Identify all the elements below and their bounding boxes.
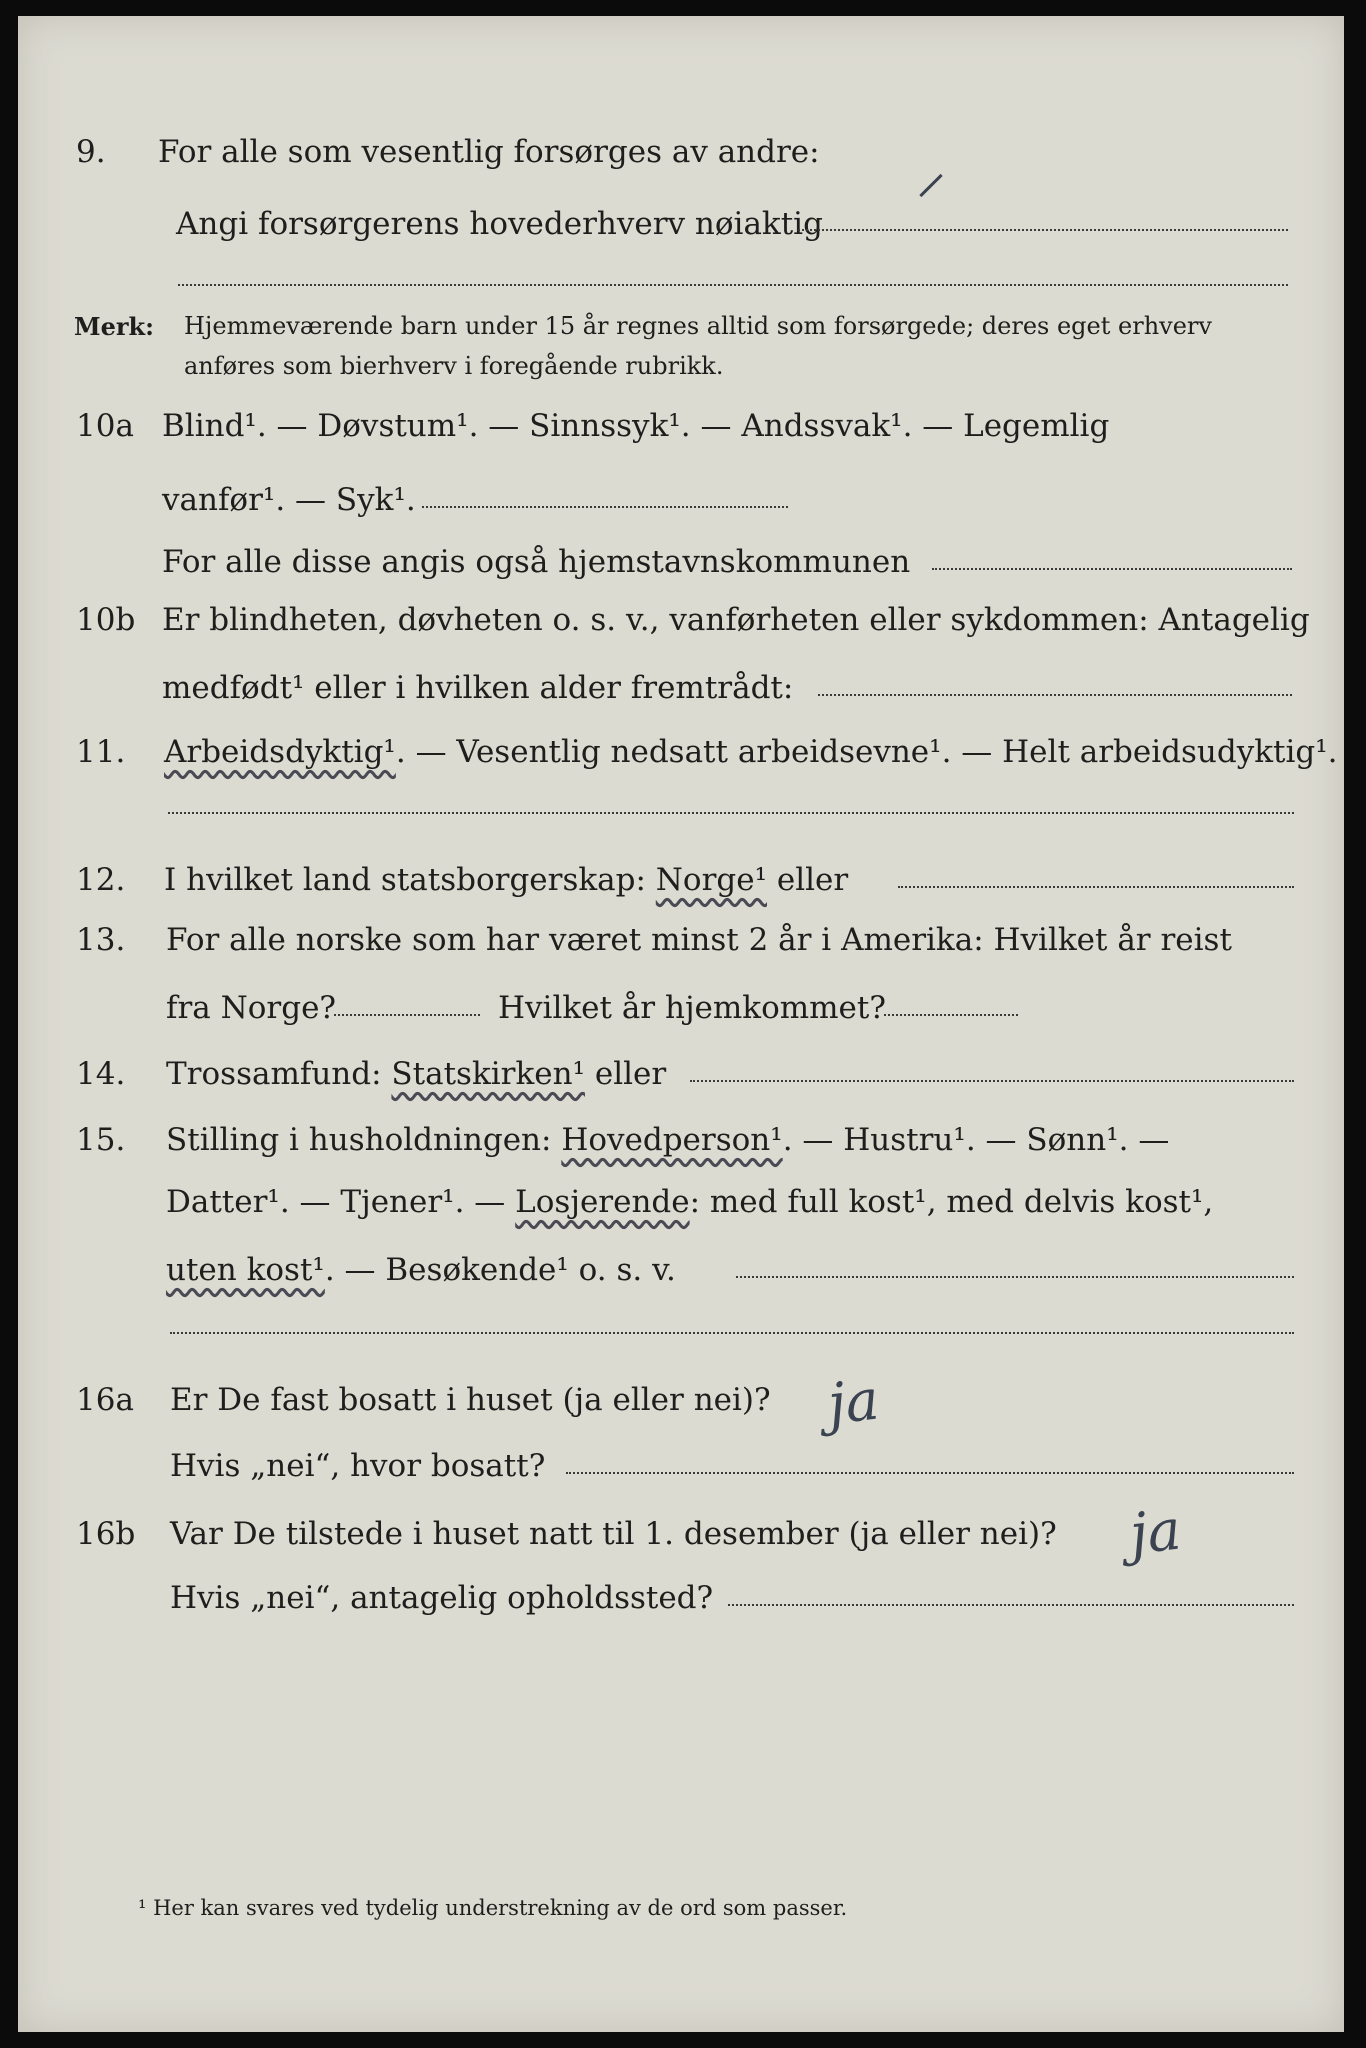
q15-text bbox=[166, 1122, 1169, 1158]
q10b-answer-line[interactable] bbox=[818, 694, 1292, 696]
q14-option-statskirken[interactable]: Statskirken¹ bbox=[391, 1056, 585, 1092]
merk-text: Hjemmeværende barn under 15 år regnes alltid som forsørgede; deres eget erhverv bbox=[184, 312, 1212, 340]
q10a-text-3: For alle disse angis også hjemstavnskommunen bbox=[162, 544, 911, 580]
q16b-text-2: Hvis „nei“, antagelig opholdssted? bbox=[170, 1580, 714, 1616]
q16b-handwritten-answer: ja bbox=[1126, 1497, 1185, 1568]
q12-option-norge[interactable]: Norge¹ bbox=[655, 862, 768, 898]
q12-answer-line[interactable] bbox=[898, 886, 1294, 888]
q10a-text: Blind¹. — Døvstum¹. — Sinnssyk¹. — Andssvak¹. — Legemlig bbox=[162, 408, 1110, 444]
q16a-text-2: Hvis „nei“, hvor bosatt? bbox=[170, 1448, 546, 1484]
q12-post: eller bbox=[767, 862, 849, 898]
q15-option-uten-kost[interactable]: uten kost¹ bbox=[166, 1252, 325, 1288]
q13-text-2a: fra Norge? bbox=[166, 990, 337, 1026]
q16a-handwritten-answer: ja bbox=[824, 1367, 883, 1438]
q15-pre: Stilling i husholdningen: bbox=[166, 1122, 562, 1158]
q14-post: eller bbox=[585, 1056, 667, 1092]
q13-text: For alle norske som har været minst 2 år i Amerika: Hvilket år reist bbox=[166, 922, 1232, 958]
q10a-answer-line[interactable] bbox=[422, 506, 788, 508]
q10a-number: 10a bbox=[76, 408, 134, 444]
q15-answer-line-2[interactable] bbox=[170, 1332, 1294, 1334]
q13-text-2b: Hvilket år hjemkommet? bbox=[498, 990, 886, 1026]
q16b-number: 16b bbox=[76, 1516, 136, 1552]
q10b-text: Er blindheten, døvheten o. s. v., vanførheten eller sykdommen: Antagelig bbox=[162, 602, 1310, 638]
q10a-text-2: vanfør¹. — Syk¹. bbox=[162, 482, 416, 518]
merk-text-2: anføres som bierhverv i foregående rubrikk. bbox=[184, 352, 724, 380]
q14-answer-line[interactable] bbox=[690, 1080, 1294, 1082]
q11-option-arbeidsdyktig[interactable]: Arbeidsdyktig¹ bbox=[164, 734, 396, 770]
q15-rest-1: . — Hustru¹. — Sønn¹. — bbox=[782, 1122, 1170, 1158]
q9-answer-line[interactable] bbox=[798, 229, 1288, 231]
q9-text-2: Angi forsørgerens hovederhverv nøiaktig bbox=[176, 206, 823, 242]
q15-pre-2: Datter¹. — Tjener¹. — bbox=[166, 1184, 516, 1220]
q15-answer-line[interactable] bbox=[736, 1276, 1294, 1278]
q14-text bbox=[166, 1056, 666, 1092]
q14-number: 14. bbox=[76, 1056, 126, 1092]
q11-number: 11. bbox=[76, 734, 126, 770]
q14-pre: Trossamfund: bbox=[166, 1056, 392, 1092]
q16a-answer-line[interactable] bbox=[566, 1472, 1294, 1474]
q15-rest-3: . — Besøkende¹ o. s. v. bbox=[324, 1252, 676, 1288]
q15-rest-2: : med full kost¹, med delvis kost¹, bbox=[689, 1184, 1214, 1220]
pen-mark bbox=[919, 174, 942, 197]
q13-answer-reist[interactable] bbox=[334, 1014, 480, 1016]
merk-label: Merk: bbox=[74, 312, 154, 341]
census-form-page bbox=[18, 16, 1344, 2032]
q11-answer-line[interactable] bbox=[168, 812, 1294, 814]
q11-rest: . — Vesentlig nedsatt arbeidsevne¹. — Helt arbeidsudyktig¹. bbox=[395, 734, 1338, 770]
q9-number: 9. bbox=[76, 134, 106, 170]
q10b-number: 10b bbox=[76, 602, 136, 638]
q16b-answer-line[interactable] bbox=[728, 1604, 1294, 1606]
q12-number: 12. bbox=[76, 862, 126, 898]
q9-text: For alle som vesentlig forsørges av andre: bbox=[158, 134, 820, 170]
q15-text-3 bbox=[166, 1252, 676, 1288]
q11-text bbox=[164, 734, 1338, 770]
footnote: ¹ Her kan svares ved tydelig understrekning av de ord som passer. bbox=[138, 1896, 848, 1920]
q12-pre: I hvilket land statsborgerskap: bbox=[164, 862, 656, 898]
q9-answer-line-2[interactable] bbox=[178, 284, 1288, 286]
q10a-answer-line-2[interactable] bbox=[932, 568, 1292, 570]
q15-option-losjerende[interactable]: Losjerende bbox=[515, 1184, 690, 1220]
q12-text bbox=[164, 862, 848, 898]
q16a-number: 16a bbox=[76, 1382, 134, 1418]
q15-text-2 bbox=[166, 1184, 1213, 1220]
q13-number: 13. bbox=[76, 922, 126, 958]
q13-answer-hjemkommet[interactable] bbox=[884, 1014, 1018, 1016]
q16a-text: Er De fast bosatt i huset (ja eller nei)? bbox=[170, 1382, 771, 1418]
q15-option-hovedperson[interactable]: Hovedperson¹ bbox=[561, 1122, 783, 1158]
q10b-text-2: medfødt¹ eller i hvilken alder fremtrådt: bbox=[162, 670, 794, 706]
q16b-text: Var De tilstede i huset natt til 1. desember (ja eller nei)? bbox=[170, 1516, 1057, 1552]
q15-number: 15. bbox=[76, 1122, 126, 1158]
